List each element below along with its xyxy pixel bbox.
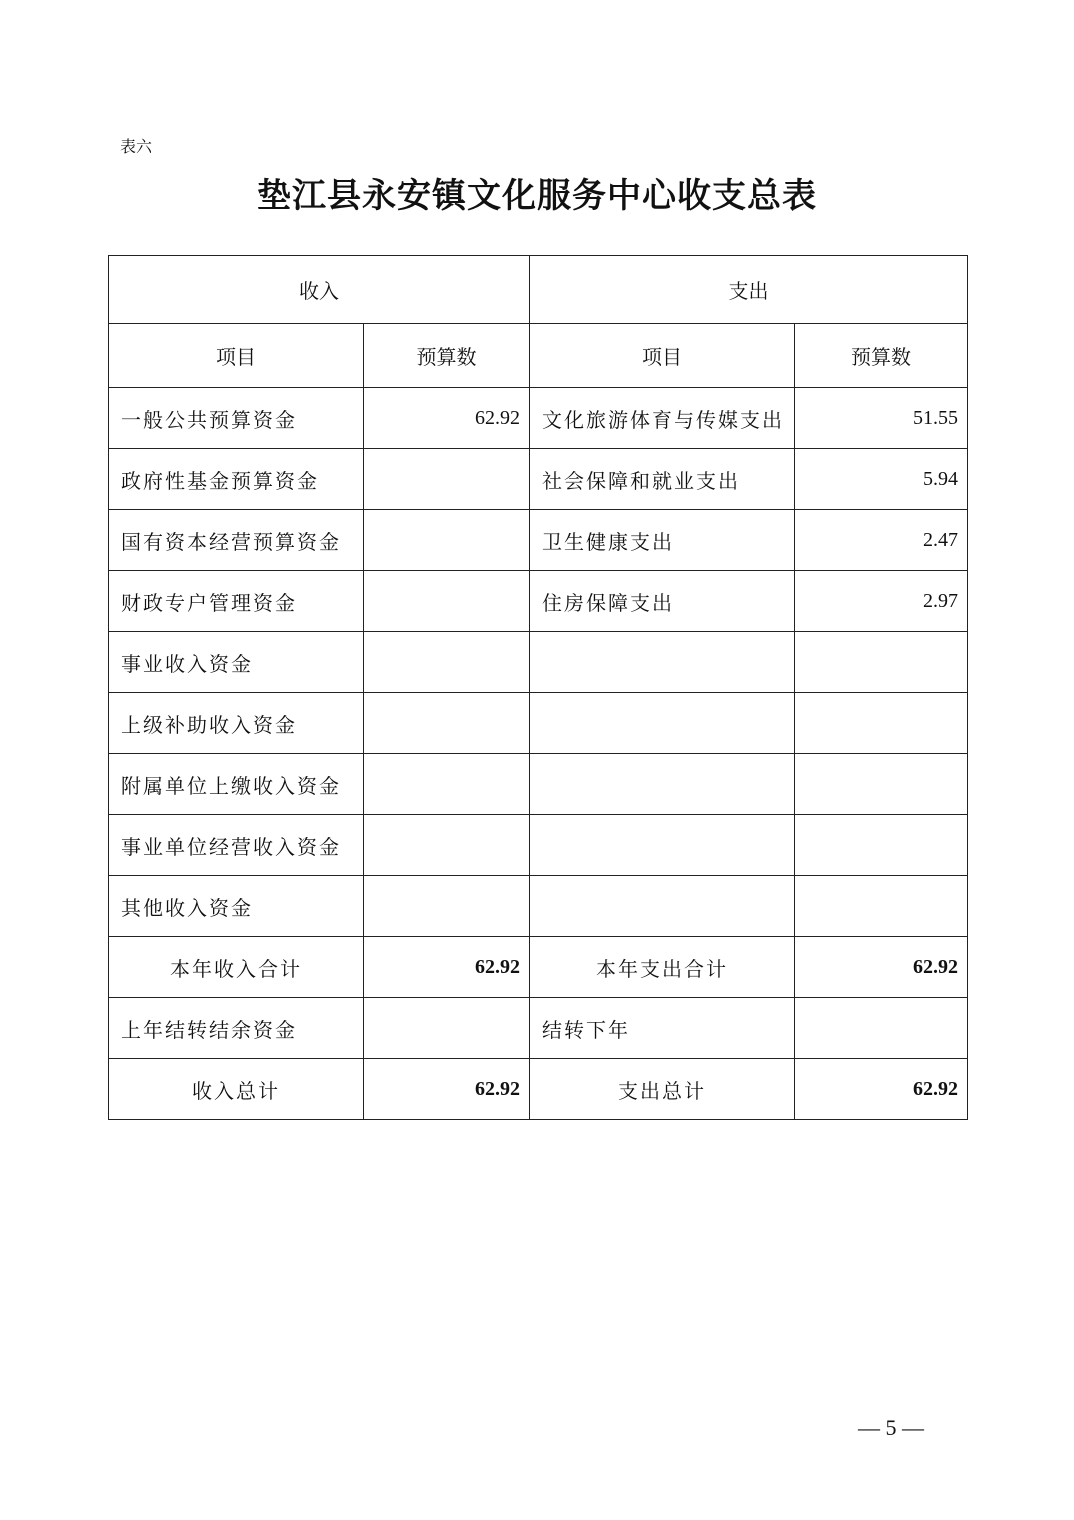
expense-value	[795, 632, 968, 693]
table-row	[109, 571, 968, 632]
income-carryover-value	[364, 998, 530, 1059]
page-title: 垫江县永安镇文化服务中心收支总表	[257, 176, 817, 216]
income-item: 事业收入资金	[109, 632, 364, 693]
year-total-row	[109, 937, 968, 998]
income-value: 62.92	[364, 388, 530, 449]
table-row	[109, 815, 968, 876]
section-header-row	[109, 256, 968, 324]
table-row	[109, 693, 968, 754]
income-carryover-item: 上年结转结余资金	[109, 998, 364, 1059]
expense-carryover-value	[795, 998, 968, 1059]
expense-section-header: 支出	[530, 256, 968, 324]
grand-total-row	[109, 1059, 968, 1120]
income-grand-total-value: 62.92	[364, 1059, 530, 1120]
expense-item	[530, 632, 795, 693]
income-value	[364, 510, 530, 571]
income-value	[364, 754, 530, 815]
income-item: 上级补助收入资金	[109, 693, 364, 754]
expense-item: 住房保障支出	[530, 571, 795, 632]
expense-value	[795, 815, 968, 876]
expense-item	[530, 815, 795, 876]
expense-item-column-header: 项目	[530, 324, 795, 388]
income-item: 附属单位上缴收入资金	[109, 754, 364, 815]
expense-year-total-value: 62.92	[795, 937, 968, 998]
expense-value: 2.97	[795, 571, 968, 632]
table-row	[109, 449, 968, 510]
income-item: 财政专户管理资金	[109, 571, 364, 632]
income-grand-total-label: 收入总计	[109, 1059, 364, 1120]
income-value	[364, 815, 530, 876]
income-item: 事业单位经营收入资金	[109, 815, 364, 876]
expense-value: 2.47	[795, 510, 968, 571]
table-row	[109, 632, 968, 693]
expense-item	[530, 876, 795, 937]
expense-grand-total-label: 支出总计	[530, 1059, 795, 1120]
expense-item	[530, 693, 795, 754]
expense-value	[795, 876, 968, 937]
income-item: 一般公共预算资金	[109, 388, 364, 449]
income-year-total-label: 本年收入合计	[109, 937, 364, 998]
income-budget-column-header: 预算数	[364, 324, 530, 388]
expense-item	[530, 754, 795, 815]
budget-summary-table	[108, 255, 968, 1120]
income-value	[364, 571, 530, 632]
income-value	[364, 876, 530, 937]
carryover-row	[109, 998, 968, 1059]
column-header-row	[109, 324, 968, 388]
expense-value	[795, 754, 968, 815]
expense-value: 51.55	[795, 388, 968, 449]
expense-item: 卫生健康支出	[530, 510, 795, 571]
expense-year-total-label: 本年支出合计	[530, 937, 795, 998]
expense-item: 社会保障和就业支出	[530, 449, 795, 510]
table-row	[109, 754, 968, 815]
income-section-header: 收入	[109, 256, 530, 324]
income-value	[364, 693, 530, 754]
income-value	[364, 449, 530, 510]
page-number: — 5 —	[858, 1415, 924, 1440]
expense-grand-total-value: 62.92	[795, 1059, 968, 1120]
income-item-column-header: 项目	[109, 324, 364, 388]
income-item: 其他收入资金	[109, 876, 364, 937]
expense-budget-column-header: 预算数	[795, 324, 968, 388]
expense-value	[795, 693, 968, 754]
table-row	[109, 388, 968, 449]
table-row	[109, 510, 968, 571]
income-item: 国有资本经营预算资金	[109, 510, 364, 571]
income-year-total-value: 62.92	[364, 937, 530, 998]
table-row	[109, 876, 968, 937]
income-item: 政府性基金预算资金	[109, 449, 364, 510]
table-label: 表六	[120, 137, 153, 156]
income-value	[364, 632, 530, 693]
expense-item: 文化旅游体育与传媒支出	[530, 388, 795, 449]
expense-value: 5.94	[795, 449, 968, 510]
expense-carryover-item: 结转下年	[530, 998, 795, 1059]
